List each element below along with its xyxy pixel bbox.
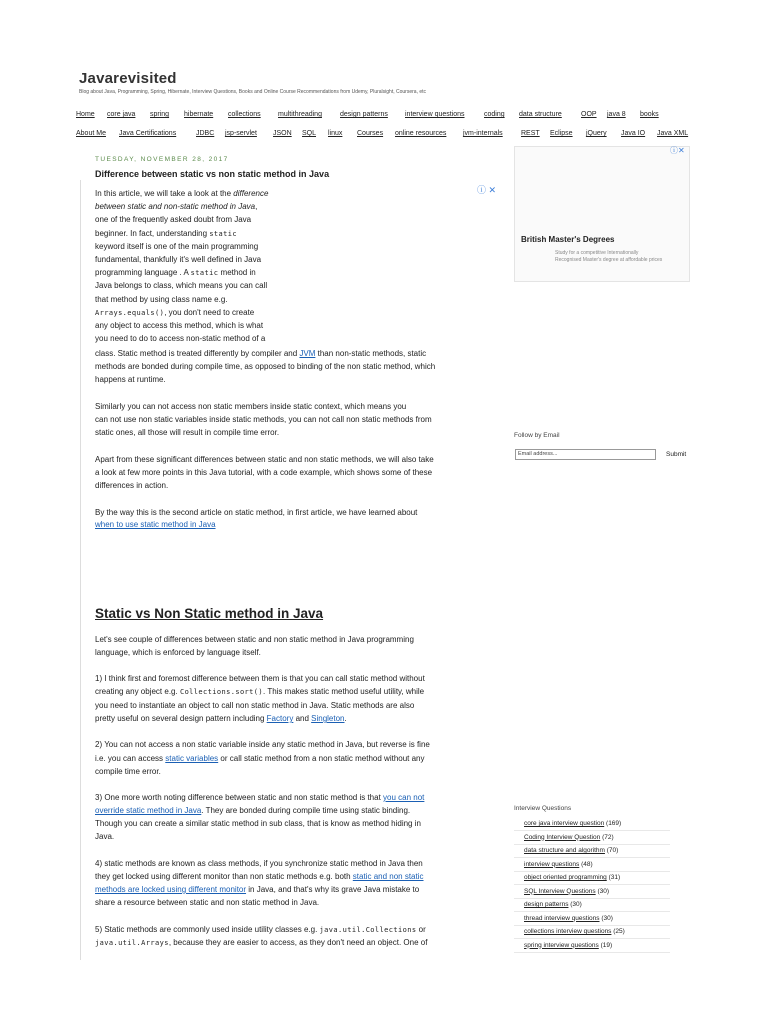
- list-item-link[interactable]: data structure and algorithm: [524, 847, 605, 854]
- post-paragraph-3: differences in action.: [95, 481, 169, 490]
- point-3: Though you can create a similar static method in sub class, that is know as method hiding in: [95, 819, 421, 828]
- static-variables-link[interactable]: static variables: [165, 754, 219, 763]
- list-item-link[interactable]: SQL Interview Questions: [524, 887, 596, 895]
- nav-core-java[interactable]: core java: [107, 111, 136, 118]
- point-3: override static method in Java. They are bonded during compile time using static binding.: [95, 806, 411, 815]
- sidebar-list-item[interactable]: [514, 859, 670, 872]
- section-heading: Static vs Non Static method in Java: [95, 606, 324, 621]
- submit-button[interactable]: Submit: [666, 451, 687, 458]
- nav-java-xml[interactable]: Java XML: [657, 130, 689, 137]
- ad-choices-icon[interactable]: ⓘ ✕: [477, 185, 497, 195]
- post-paragraph-2: Similarly you can not access non static members inside static context, which means you: [95, 402, 407, 411]
- nav-linux[interactable]: linux: [328, 130, 343, 137]
- section-intro: Let's see couple of differences between static and non static method in Java programming: [95, 635, 414, 644]
- site-tagline: Blog about Java, Programming, Spring, Hibernate, Interview Questions, Books and Online Course Recommendations from Udemy, Pluralsight, Coursera, etc: [79, 89, 427, 95]
- interview-questions-label: Interview Questions: [514, 805, 572, 812]
- list-item-link[interactable]: design patterns: [524, 901, 569, 908]
- point-4: methods are locked using different monitor in Java, and that's why its grave Java mistake to: [95, 885, 420, 894]
- factory-link[interactable]: Factory: [266, 714, 294, 723]
- nav-jquery[interactable]: jQuery: [586, 130, 607, 137]
- sidebar-list-item[interactable]: [514, 845, 670, 858]
- post-paragraph-1: that method by using class name e.g.: [95, 294, 228, 304]
- post-paragraph-1: fundamental, thankfully it's well defined in Java: [95, 255, 262, 264]
- sidebar-list-item[interactable]: [514, 818, 670, 831]
- point-5: 5) Static methods are commonly used inside utility classes e.g. java.util.Collections or: [95, 925, 426, 934]
- point-5: java.util.Arrays, because they are easier to access, as they don't need an object. One of: [95, 938, 428, 947]
- override-static-link[interactable]: you can not: [383, 793, 425, 802]
- nav-books[interactable]: books: [640, 111, 659, 118]
- list-item-count: (70): [606, 847, 619, 854]
- nav-oop[interactable]: OOP: [581, 111, 597, 118]
- nav-rest[interactable]: REST: [521, 130, 540, 137]
- list-item-link[interactable]: Coding Interview Question: [524, 833, 601, 841]
- nav-java-8[interactable]: java 8: [607, 111, 626, 118]
- list-item-count: (169): [606, 820, 622, 827]
- nav-eclipse[interactable]: Eclipse: [550, 130, 573, 137]
- list-item-count: (30): [601, 914, 613, 922]
- post-date: TUESDAY, NOVEMBER 28, 2017: [95, 156, 229, 163]
- list-item-link[interactable]: core java interview question: [524, 820, 605, 827]
- sidebar-list-item[interactable]: [514, 872, 670, 885]
- nav-java-certifications[interactable]: Java Certifications: [119, 130, 177, 137]
- list-item-count: (72): [602, 833, 614, 841]
- nav-about-me[interactable]: About Me: [76, 130, 106, 137]
- sidebar-list-item[interactable]: [514, 940, 670, 953]
- nav-java-io[interactable]: Java IO: [621, 130, 646, 137]
- post-paragraph-1-cont: methods are bonded during compile time, as opposed to binding of the non static method, which: [95, 362, 436, 371]
- list-item-link[interactable]: thread interview questions: [524, 914, 600, 922]
- sidebar-list-item[interactable]: [514, 913, 670, 926]
- post-paragraph-3: Apart from these significant differences between static and non static methods, we will also take: [95, 455, 434, 464]
- post-paragraph-1: between static and non-static method in Java,: [95, 202, 258, 212]
- list-item-link[interactable]: collections interview questions: [524, 928, 612, 935]
- post-paragraph-4: By the way this is the second article on static method, in first article, we have learned about: [95, 508, 418, 517]
- nav-courses[interactable]: Courses: [357, 130, 384, 137]
- post-paragraph-1-cont: class. Static method is treated differently by compiler and JVM than non-static methods, static: [95, 349, 427, 358]
- email-input[interactable]: Email address...: [515, 449, 656, 460]
- nav-coding[interactable]: coding: [484, 111, 505, 118]
- nav-data-structure[interactable]: data structure: [519, 111, 562, 118]
- sidebar-list-item[interactable]: [514, 899, 670, 912]
- point-4: they get locked using different monitor than non static methods e.g. both static and non static: [95, 872, 424, 881]
- list-item-link[interactable]: interview questions: [524, 860, 580, 868]
- post-paragraph-1: In this article, we will take a look at the difference: [95, 189, 269, 198]
- list-item-count: (25): [613, 928, 625, 935]
- list-item-count: (31): [608, 874, 621, 881]
- point-3: Java.: [95, 832, 115, 841]
- nav-design-patterns[interactable]: design patterns: [340, 111, 388, 118]
- sidebar-list-item[interactable]: [514, 886, 670, 899]
- post-paragraph-1: Arrays.equals(), you don't need to create: [95, 307, 255, 317]
- post-paragraph-1: you need to do to access non-static method of a: [95, 334, 266, 344]
- list-item-count: (30): [597, 887, 610, 895]
- list-item-link[interactable]: spring interview questions: [524, 941, 599, 949]
- post-paragraph-1: any object to access this method, which is what: [95, 321, 264, 330]
- nav-spring[interactable]: spring: [150, 111, 170, 118]
- nav-interview-questions[interactable]: interview questions: [405, 111, 465, 118]
- ad-subtitle: Study for a competitive Internationally Recognised Master's degree at affordable prices: [555, 250, 663, 263]
- ad-close-icon[interactable]: ⓘ✕: [670, 146, 685, 155]
- nav-jdbc[interactable]: JDBC: [196, 130, 215, 137]
- post-paragraph-4: [95, 518, 216, 531]
- nav-jvm-internals[interactable]: jvm-internals: [463, 130, 503, 137]
- post-title[interactable]: Difference between static vs non static method in Java: [95, 169, 330, 179]
- nav-home[interactable]: Home: [76, 111, 95, 118]
- point-2: i.e. you can access static variables or call static method from a non static method without any: [95, 754, 425, 763]
- nav-hibernate[interactable]: hibernate: [184, 111, 214, 118]
- singleton-link[interactable]: Singleton: [311, 714, 345, 723]
- point-4: share a resource between static and non static method in Java.: [95, 898, 320, 907]
- post-paragraph-1: keyword itself is one of the main programming: [95, 241, 259, 251]
- point-1: 1) I think first and foremost difference between them is that you can call static method without: [95, 674, 425, 683]
- nav-jsp-servlet[interactable]: jsp-servlet: [225, 130, 257, 137]
- point-4: 4) static methods are known as class methods, if you synchronize static method in Java then: [95, 859, 423, 868]
- point-1: pretty useful on several design pattern including Factory and Singleton.: [95, 714, 347, 723]
- point-2: 2) You can not access a non static variable inside any static method in Java, but reverse is fine: [95, 740, 430, 749]
- post-paragraph-1: beginner. In fact, understanding static: [95, 228, 237, 238]
- list-item-count: (30): [570, 901, 582, 908]
- section-intro: language, which is enforced by language itself.: [95, 648, 261, 657]
- list-item-count: (48): [581, 860, 593, 868]
- sidebar-list-item[interactable]: [514, 832, 670, 845]
- point-1: creating any object e.g. Collections.sort(). This makes static method useful utility, while: [95, 687, 425, 696]
- override-static-link[interactable]: override static method in Java: [95, 806, 202, 815]
- point-2: compile time error.: [95, 767, 161, 776]
- list-item-link[interactable]: object oriented programming: [524, 874, 607, 881]
- post-paragraph-1: one of the frequently asked doubt from Java: [95, 215, 252, 225]
- ad-title[interactable]: British Master's Degrees: [521, 235, 615, 244]
- nav-multithreading[interactable]: multithreading: [278, 111, 322, 118]
- post-paragraph-1-cont: happens at runtime.: [95, 375, 166, 384]
- sidebar-list-item[interactable]: [514, 926, 670, 939]
- site-title[interactable]: Javarevisited: [79, 70, 177, 87]
- nav-online-resources[interactable]: online resources: [395, 130, 447, 137]
- post-paragraph-3: a look at few more points in this Java tutorial, with a code example, which shows some of these: [95, 468, 433, 477]
- post-paragraph-2: static ones, all those will result in compile time error.: [95, 428, 280, 437]
- follow-by-email-label: Follow by Email: [514, 432, 560, 439]
- point-3: 3) One more worth noting difference between static and non static method is that you can not: [95, 793, 425, 802]
- locked-monitor-link[interactable]: static and non static: [352, 872, 424, 881]
- post-paragraph-2: can not use non static variables inside static methods, you can not call non static methods from: [95, 415, 432, 424]
- post-paragraph-1: programming language . A static method in: [95, 268, 256, 278]
- content-divider: [80, 180, 81, 960]
- jvm-link[interactable]: JVM: [299, 349, 316, 358]
- nav-collections[interactable]: collections: [228, 111, 261, 118]
- when-to-use-static-link[interactable]: when to use static method in Java: [95, 520, 216, 529]
- point-1: you need to instantiate an object to call non static method in Java. Static methods are also: [95, 701, 415, 710]
- nav-sql[interactable]: SQL: [302, 130, 317, 137]
- list-item-count: (19): [600, 941, 613, 949]
- locked-monitor-link[interactable]: methods are locked using different monitor: [95, 885, 247, 894]
- nav-json[interactable]: JSON: [273, 130, 292, 137]
- post-paragraph-1: Java belongs to class, which means you can call: [95, 281, 268, 291]
